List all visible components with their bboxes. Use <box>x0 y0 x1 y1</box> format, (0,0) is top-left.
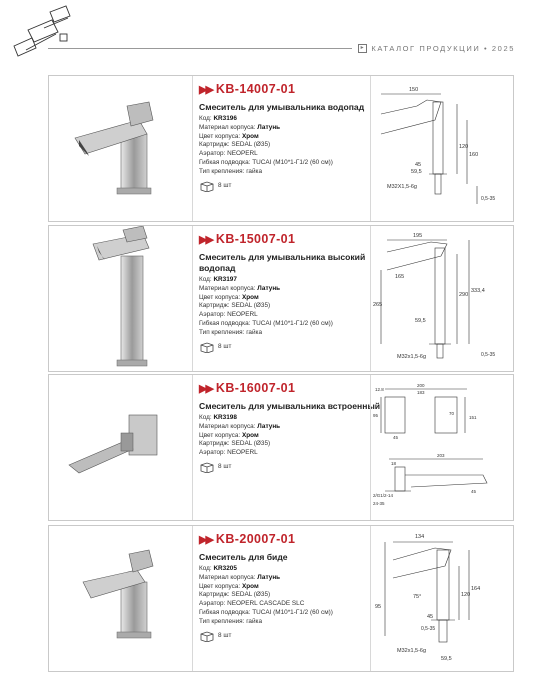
spec-code: Код: KR3205 <box>199 565 237 572</box>
spec-row: Цвет корпуса: Хром <box>199 132 259 140</box>
spec-row: Тип крепления: гайка <box>199 617 263 625</box>
spec-code: Код: KR3197 <box>199 276 237 283</box>
box-icon <box>199 180 215 192</box>
technical-drawing <box>370 526 513 671</box>
spec-row: Аэратор: NEOPERL <box>199 150 258 158</box>
spec-row: Тип крепления: гайка <box>199 167 263 175</box>
spec-row: Картридж: SEDAL (Ø35) <box>199 591 271 599</box>
spec-row: Цвет корпуса: Хром <box>199 582 259 590</box>
faucet-waterfall-icon <box>49 76 192 221</box>
dim-label: 59,5 <box>411 169 422 175</box>
dim-label: 59,5 <box>415 318 426 324</box>
technical-drawing <box>370 76 513 221</box>
spec-row: Гибкая подводка: TUCAI (M10*1-Г1/2 (60 см)) <box>199 608 333 616</box>
spec-row: Аэратор: NEOPERL <box>199 311 258 319</box>
spec-row: Цвет корпуса: Хром <box>199 431 259 439</box>
faucet-tall-icon <box>49 226 192 371</box>
spec-row: Материал корпуса: Латунь <box>199 422 281 430</box>
spec-row: Материал корпуса: Латунь <box>199 123 281 131</box>
dim-label: M32X1,5-6g <box>387 184 417 190</box>
dim-label: 164 <box>471 586 481 592</box>
spec-row: Гибкая подводка: TUCAI (M10*1-Г1/2 (60 см)) <box>199 158 333 166</box>
dim-label: 18 <box>391 461 397 466</box>
dim-label: 134 <box>415 534 425 540</box>
spec-row: Материал корпуса: Латунь <box>199 573 281 581</box>
model-number: KB-20007-01 <box>215 532 296 546</box>
spec-row: Картридж: SEDAL (Ø35) <box>199 141 271 149</box>
dim-label: 195 <box>413 233 423 239</box>
dim-label: 150 <box>409 87 419 93</box>
product-card <box>48 374 514 521</box>
double-chevron-icon: ▶▶ <box>199 233 212 246</box>
dim-label: 0,5-35 <box>421 626 436 632</box>
spec-row: Цвет корпуса: Хром <box>199 293 259 301</box>
spec-row: Аэратор: NEOPERL <box>199 449 258 457</box>
box-icon <box>199 341 215 353</box>
model-number: KB-14007-01 <box>215 82 296 96</box>
dim-label: 151 <box>469 415 477 420</box>
dim-label: 200 <box>417 383 425 388</box>
product-title: Смеситель для умывальника встроенный <box>199 401 381 411</box>
box-icon <box>199 630 215 642</box>
catalog-header <box>352 44 515 53</box>
dim-label: 12.8 <box>375 387 384 392</box>
dim-label: 45 <box>471 489 477 494</box>
spec-row: Гибкая подводка: TUCAI (M10*1-Г1/2 (60 см)) <box>199 319 333 327</box>
dim-label: 160 <box>469 152 479 158</box>
dim-label: 265 <box>373 302 383 308</box>
dim-label: 75° <box>413 594 422 600</box>
dim-label: 45 <box>427 614 434 620</box>
dim-label: 120 <box>461 592 471 598</box>
product-title: Смеситель для умывальника водопад <box>199 102 365 112</box>
model-number: KB-15007-01 <box>215 232 296 246</box>
spec-row: Материал корпуса: Латунь <box>199 284 281 292</box>
pack-info: 8 шт <box>199 180 389 192</box>
brand-logo <box>6 4 76 64</box>
dim-label: 45 <box>393 435 399 440</box>
dim-label: 183 <box>417 390 425 395</box>
product-title: Смеситель для умывальника высокий водопад <box>199 252 366 273</box>
dim-label: 24-35 <box>373 501 385 506</box>
product-card <box>48 75 514 222</box>
spec-row: Тип крепления: гайка <box>199 328 263 336</box>
spec-row: Картридж: SEDAL (Ø35) <box>199 440 271 448</box>
model-number: KB-16007-01 <box>215 381 296 395</box>
faucet-bidet-icon <box>49 526 192 671</box>
catalog-title: КАТАЛОГ ПРОДУКЦИИ • 2025 <box>371 44 515 53</box>
spec-row: Аэратор: NEOPERL CASCADE SLC <box>199 600 305 608</box>
product-photo <box>49 375 193 520</box>
pack-info: 8 шт <box>199 461 389 473</box>
double-chevron-icon: ▶▶ <box>199 382 212 395</box>
dim-label: 70 <box>449 411 455 416</box>
dim-label: 290 <box>459 292 469 298</box>
product-photo <box>49 76 193 221</box>
dim-label: 0,5-35 <box>481 352 496 358</box>
dim-label: 120 <box>459 144 469 150</box>
dim-label: 95 <box>373 413 379 418</box>
dim-label: M32x1,5-6g <box>397 354 427 360</box>
faucet-wall-icon <box>49 375 192 520</box>
technical-drawing <box>370 226 513 371</box>
product-title: Смеситель для биде <box>199 552 288 562</box>
dim-label: 2/G1/2-14 <box>373 493 394 498</box>
dim-label: M32x1,5-6g <box>397 648 427 654</box>
double-chevron-icon: ▶▶ <box>199 83 212 96</box>
pack-info: 8 шт <box>199 630 389 642</box>
technical-drawing <box>370 375 513 520</box>
product-photo <box>49 526 193 671</box>
double-chevron-icon: ▶▶ <box>199 533 212 546</box>
product-card <box>48 225 514 372</box>
dim-label: 203 <box>437 453 445 458</box>
dim-label: 59,5 <box>441 656 452 662</box>
dim-label: 45 <box>415 162 422 168</box>
dim-label: 95 <box>375 604 382 610</box>
dim-label: 333,4 <box>471 288 485 294</box>
dim-label: 0,5-35 <box>481 196 496 202</box>
dim-label: 165 <box>395 274 405 280</box>
product-card <box>48 525 514 672</box>
spec-code: Код: KR3198 <box>199 414 237 421</box>
pack-info: 8 шт <box>199 341 389 353</box>
spec-code: Код: KR3196 <box>199 115 237 122</box>
arrow-box-icon: ▸ <box>358 44 367 53</box>
product-photo <box>49 226 193 371</box>
spec-row: Картридж: SEDAL (Ø35) <box>199 302 271 310</box>
box-icon <box>199 461 215 473</box>
